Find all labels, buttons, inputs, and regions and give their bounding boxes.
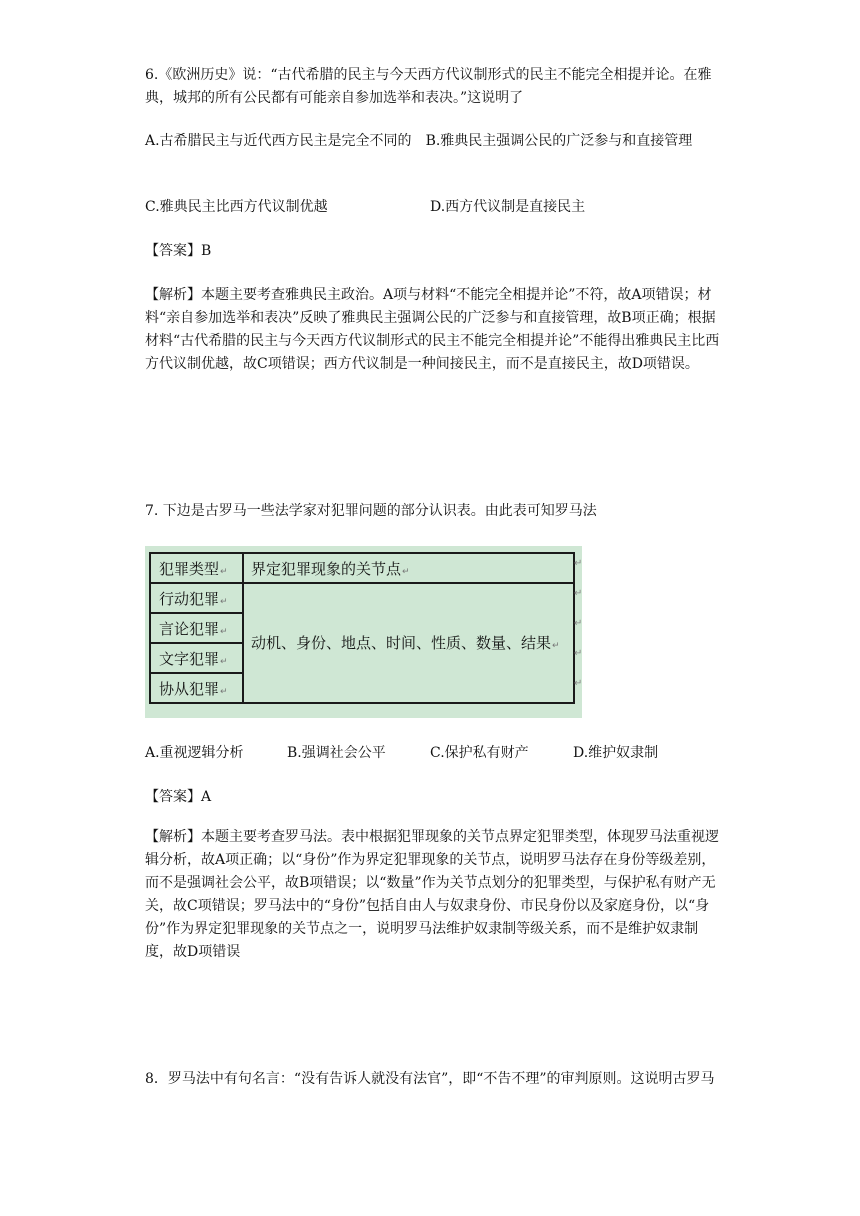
row-end-mark: ↵: [574, 618, 583, 629]
q6-options-row2: [145, 196, 725, 219]
q6-option-d: D.西方代议制是直接民主: [430, 199, 586, 215]
q7-stem: 7. 下边是古罗马一些法学家对犯罪问题的部分认识表。由此表可知罗马法: [145, 503, 597, 519]
table-row-action-crime: 行动犯罪↵: [159, 590, 228, 608]
crime-table: [149, 552, 575, 704]
q6-option-c: C.雅典民主比西方代议制优越: [145, 199, 328, 215]
table-header-crime-type: 犯罪类型↵: [159, 560, 228, 578]
q6-analysis: 【解析】本题主要考查雅典民主政治。A项与材料“不能完全相提并论”不符，故A项错误；材料“亲自参加选举和表决”反映了雅典民主强调公民的广泛参与和直接管理，故B项正确；根据材料“古代希腊的民主与今天西方代议制形式的民主不能完全相提并论”不能得出雅典民主比西方代议制优越，故C项错误；西方代议制是一种间接民主，而不是直接民主，故D项错误。: [145, 287, 720, 372]
table-row-writing-crime: 文字犯罪↵: [159, 650, 228, 668]
row-end-mark: ↵: [574, 588, 583, 599]
table-row-accomplice-crime: 协从犯罪↵: [159, 680, 228, 698]
q6-option-a: A.古希腊民主与近代西方民主是完全不同的: [145, 133, 412, 149]
table-row-speech-crime: 言论犯罪↵: [159, 620, 228, 638]
q7-option-c: C.保护私有财产: [430, 745, 529, 761]
q7-option-a: A.重视逻辑分析: [145, 745, 244, 761]
q6-option-b: B.雅典民主强调公民的广泛参与和直接管理: [425, 133, 693, 149]
q8-stem: 8．罗马法中有句名言：“没有告诉人就没有法官”，即“不告不理”的审判原则。这说明古罗马: [145, 1071, 715, 1087]
crime-table-image: [145, 546, 582, 718]
q7-option-b: B.强调社会公平: [287, 745, 386, 761]
q6-options-row1: [145, 130, 725, 153]
row-end-mark: ↵: [574, 558, 583, 569]
q7-analysis: 【解析】本题主要考查罗马法。表中根据犯罪现象的关节点界定犯罪类型，体现罗马法重视逻辑分析，故A项正确；以“身份”作为界定犯罪现象的关节点，说明罗马法存在身份等级差别，而不是强调社会公平，故B项错误；以“数量”作为关节点划分的犯罪类型，与保护私有财产无关，故C项错误；罗马法中的“身份”包括自由人与奴隶身份、市民身份以及家庭身份，以“身份”作为界定犯罪现象的关节点之一，说明罗马法维护奴隶制等级关系，而不是维护奴隶制度，故D项错误: [145, 829, 719, 960]
q7-answer: 【答案】A: [145, 789, 212, 805]
table-header-key-points: 界定犯罪现象的关节点↵: [251, 560, 410, 578]
q6-answer: 【答案】B: [145, 243, 212, 259]
q7-option-d: D.维护奴隶制: [573, 745, 659, 761]
row-end-mark: ↵: [574, 648, 583, 659]
q7-options: [145, 742, 725, 765]
row-end-mark: ↵: [574, 678, 583, 689]
table-merged-key-points: 动机、身份、地点、时间、性质、数量、结果↵: [251, 634, 560, 652]
q6-stem: 6.《欧洲历史》说：“古代希腊的民主与今天西方代议制形式的民主不能完全相提并论。在雅典，城邦的所有公民都有可能亲自参加选举和表决。”这说明了: [145, 67, 712, 106]
